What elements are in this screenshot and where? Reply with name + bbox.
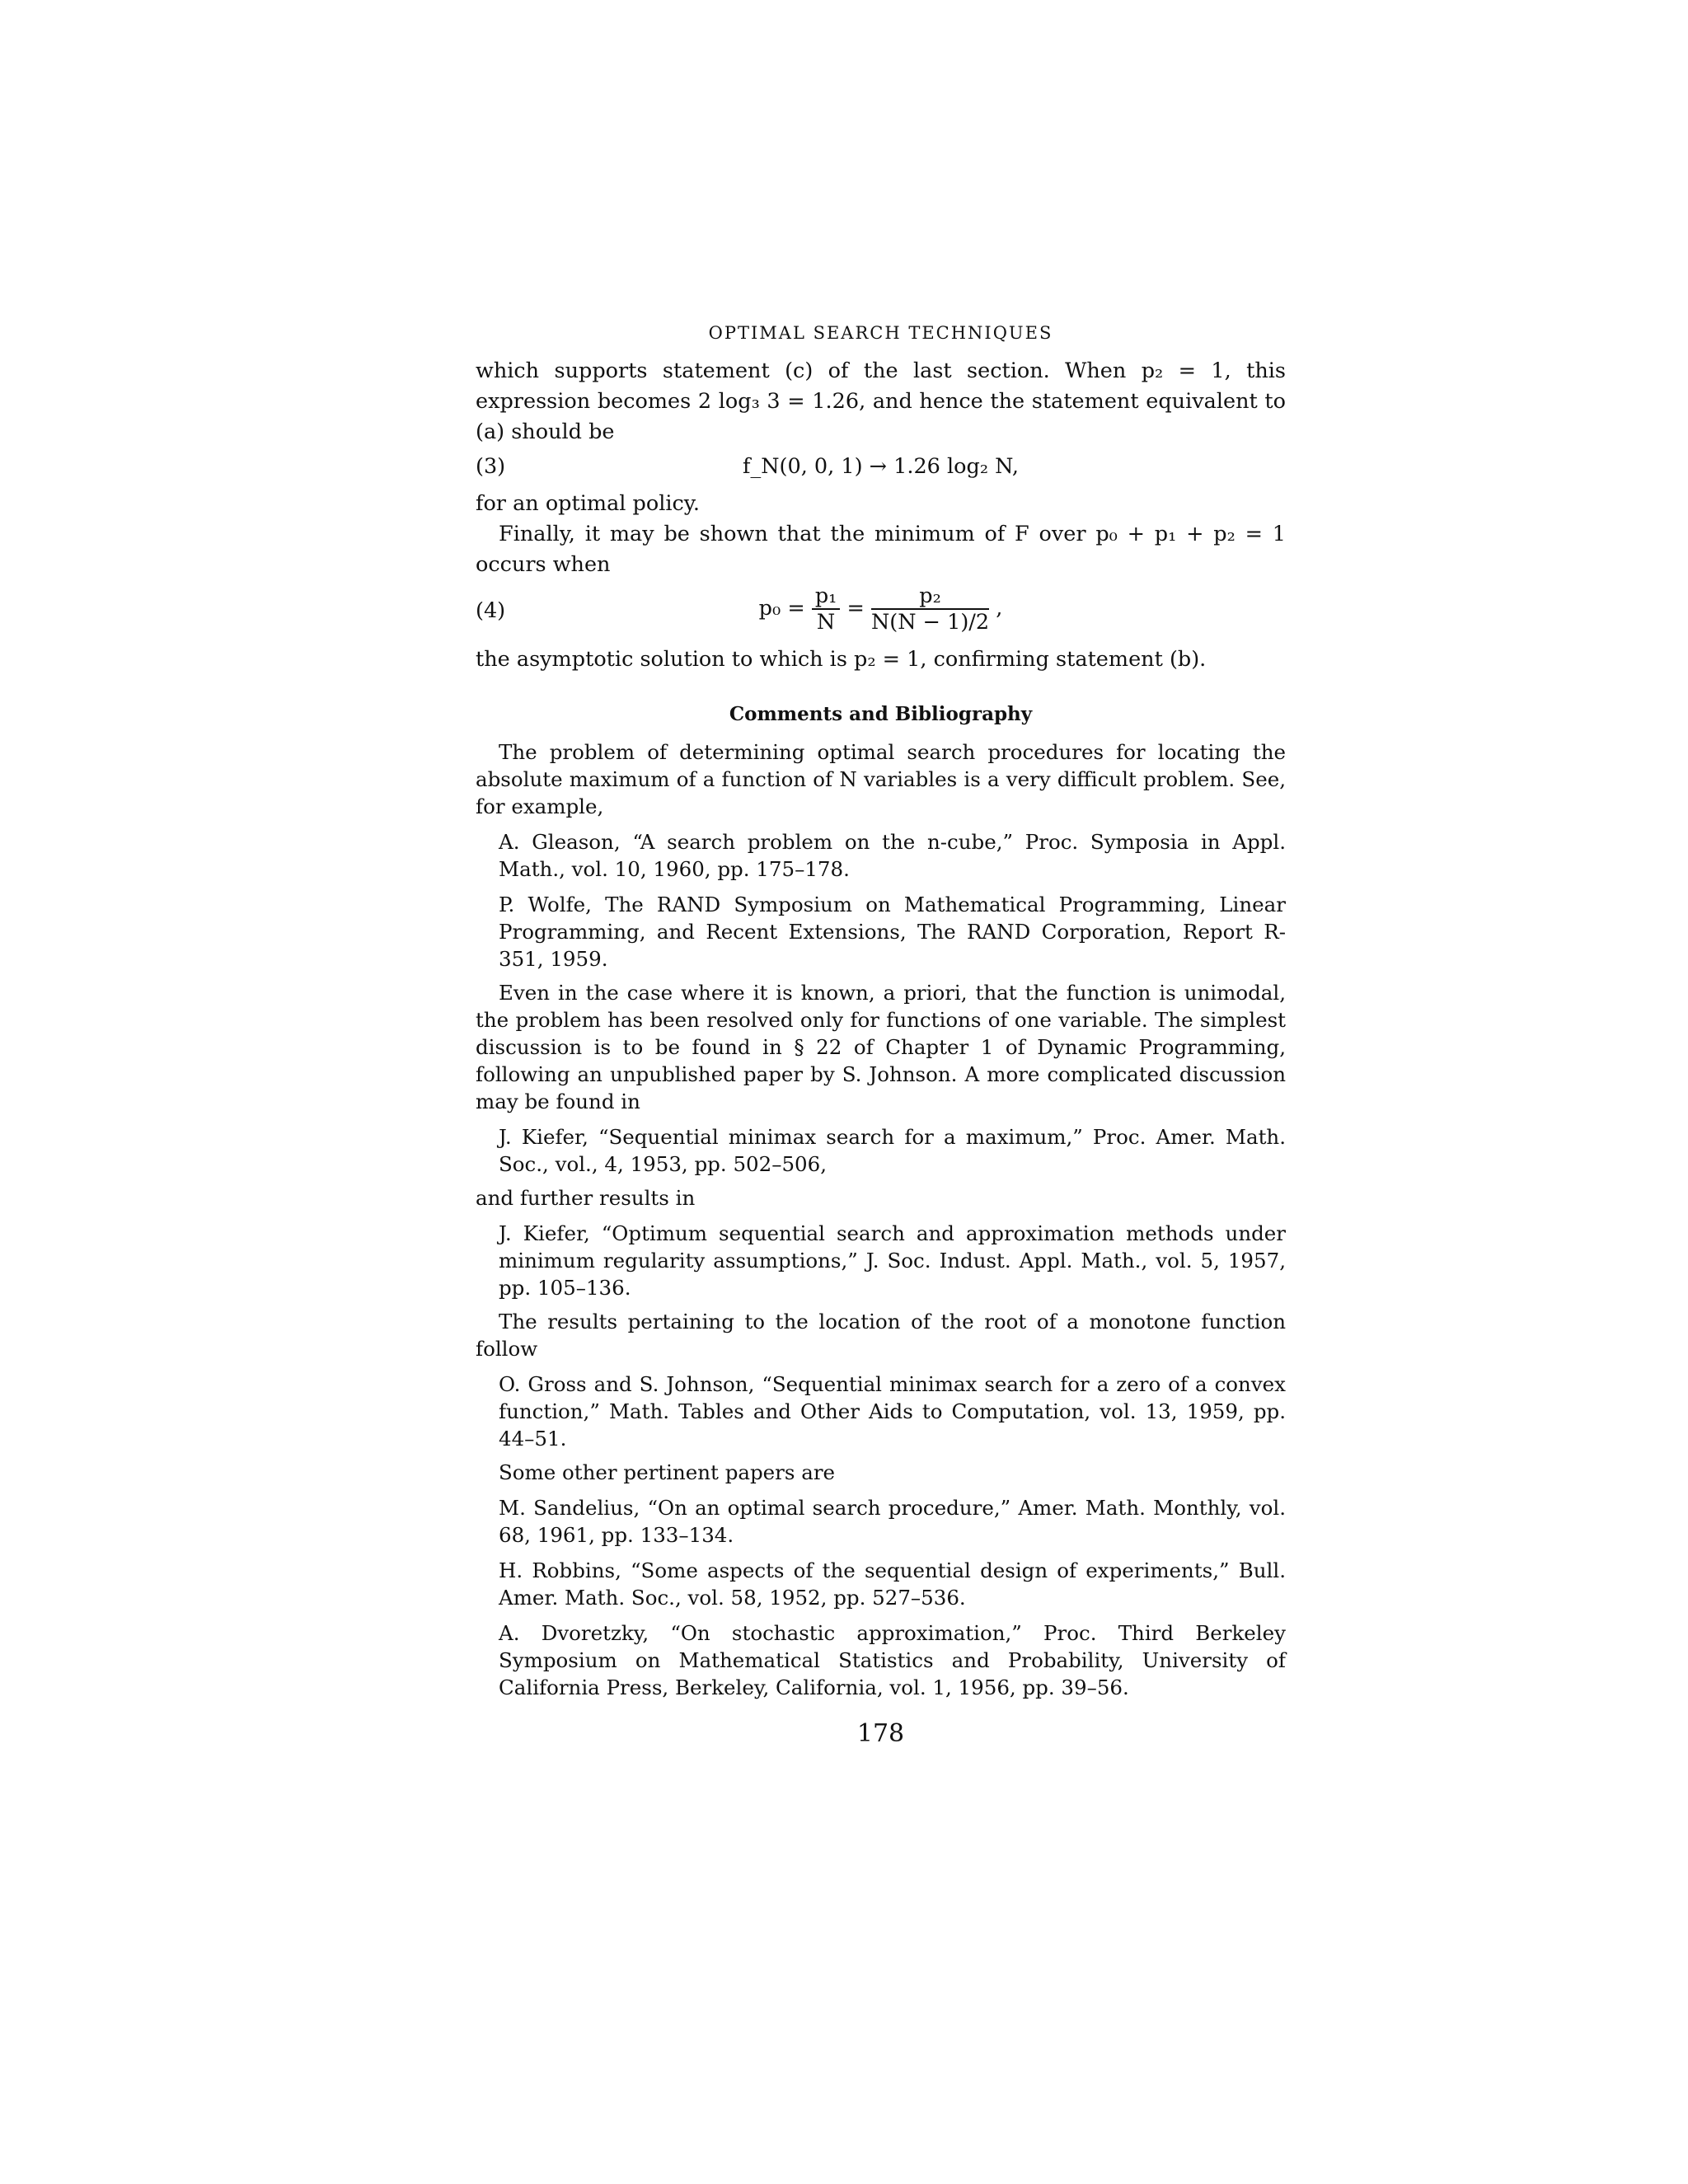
bib-reference: A. Dvoretzky, “On stochastic approximation,” Proc. Third Berkeley Symposium on Mathematical Statistics and Probability, University of California Press, Berkeley, California, vol. 1, 1956, pp. 39–56. [499, 1621, 1286, 1699]
equation-body [476, 583, 1286, 635]
bib-paragraph: Some other pertinent papers are [499, 1460, 836, 1484]
equation-lhs: p₀ = [758, 596, 805, 621]
bib-reference: M. Sandelius, “On an optimal search procedure,” Amer. Math. Monthly, vol. 68, 1961, pp. 133–134. [499, 1496, 1286, 1547]
bib-paragraph: The problem of determining optimal search procedures for locating the absolute maximum of a function of N variables is a very difficult problem. See, for example, [476, 740, 1286, 818]
equation-4 [476, 580, 1286, 644]
fraction-denominator: N(N − 1)/2 [870, 610, 990, 635]
equation-tail: , [996, 596, 1003, 621]
book-page [476, 323, 1286, 1748]
paragraph-asymptotic: the asymptotic solution to which is p₂ = 1, confirming statement (b). [476, 647, 1207, 672]
paragraph-intro: which supports statement (c) of the last section. When p₂ = 1, this expression becomes 2 log₃ 3 = 1.26, and hence the statement equivalent to (a) should be [476, 359, 1286, 444]
equation-number: (3) [476, 454, 506, 479]
page-number: 178 [856, 1719, 905, 1748]
bib-reference: J. Kiefer, “Sequential minimax search for a maximum,” Proc. Amer. Math. Soc., vol., 4, 1953, pp. 502–506, [499, 1125, 1286, 1176]
bib-paragraph: The results pertaining to the location of the root of a monotone function follow [476, 1310, 1286, 1361]
equation-3 [476, 448, 1286, 489]
bib-reference: H. Robbins, “Some aspects of the sequential design of experiments,” Bull. Amer. Math. Soc., vol. 58, 1952, pp. 527–536. [499, 1558, 1286, 1610]
section-title: Comments and Bibliography [729, 703, 1033, 725]
equals-sign: = [846, 596, 865, 621]
equation-number: (4) [476, 598, 506, 623]
bibliography [476, 738, 1286, 1701]
equation-body: f_N(0, 0, 1) → 1.26 log₂ N, [743, 454, 1019, 479]
bib-paragraph: Even in the case where it is known, a priori, that the function is unimodal, the problem has been resolved only for functions of one variable. The simplest discussion is to be found in § 22 of Chapter 1 of Dynamic Programming, following an unpublished paper by S. Johnson. A more complicated discussion may be found in [476, 981, 1286, 1113]
paragraph-minimum: Finally, it may be shown that the minimum of F over p₀ + p₁ + p₂ = 1 occurs when [476, 522, 1286, 577]
bib-reference: J. Kiefer, “Optimum sequential search and approximation methods under minimum regularity assumptions,” J. Soc. Indust. Appl. Math., vol. 5, 1957, pp. 105–136. [499, 1221, 1286, 1300]
fraction-denominator: N [816, 610, 836, 635]
fraction-numerator: p₂ [871, 583, 989, 610]
bib-reference: O. Gross and S. Johnson, “Sequential minimax search for a zero of a convex function,” Math. Tables and Other Aids to Computation, vol. 13, 1959, pp. 44–51. [499, 1372, 1286, 1451]
fraction-numerator: p₁ [812, 583, 841, 610]
bib-reference: P. Wolfe, The RAND Symposium on Mathematical Programming, Linear Programming, and Recent Extensions, The RAND Corporation, Report R-351, 1959. [499, 893, 1286, 971]
bib-reference: A. Gleason, “A search problem on the n-cube,” Proc. Symposia in Appl. Math., vol. 10, 1960, pp. 175–178. [499, 830, 1286, 881]
fraction [871, 583, 989, 635]
fraction [812, 583, 841, 635]
paragraph-policy: for an optimal policy. [476, 491, 700, 516]
running-head: OPTIMAL SEARCH TECHNIQUES [708, 323, 1053, 343]
bib-paragraph: and further results in [476, 1186, 696, 1210]
